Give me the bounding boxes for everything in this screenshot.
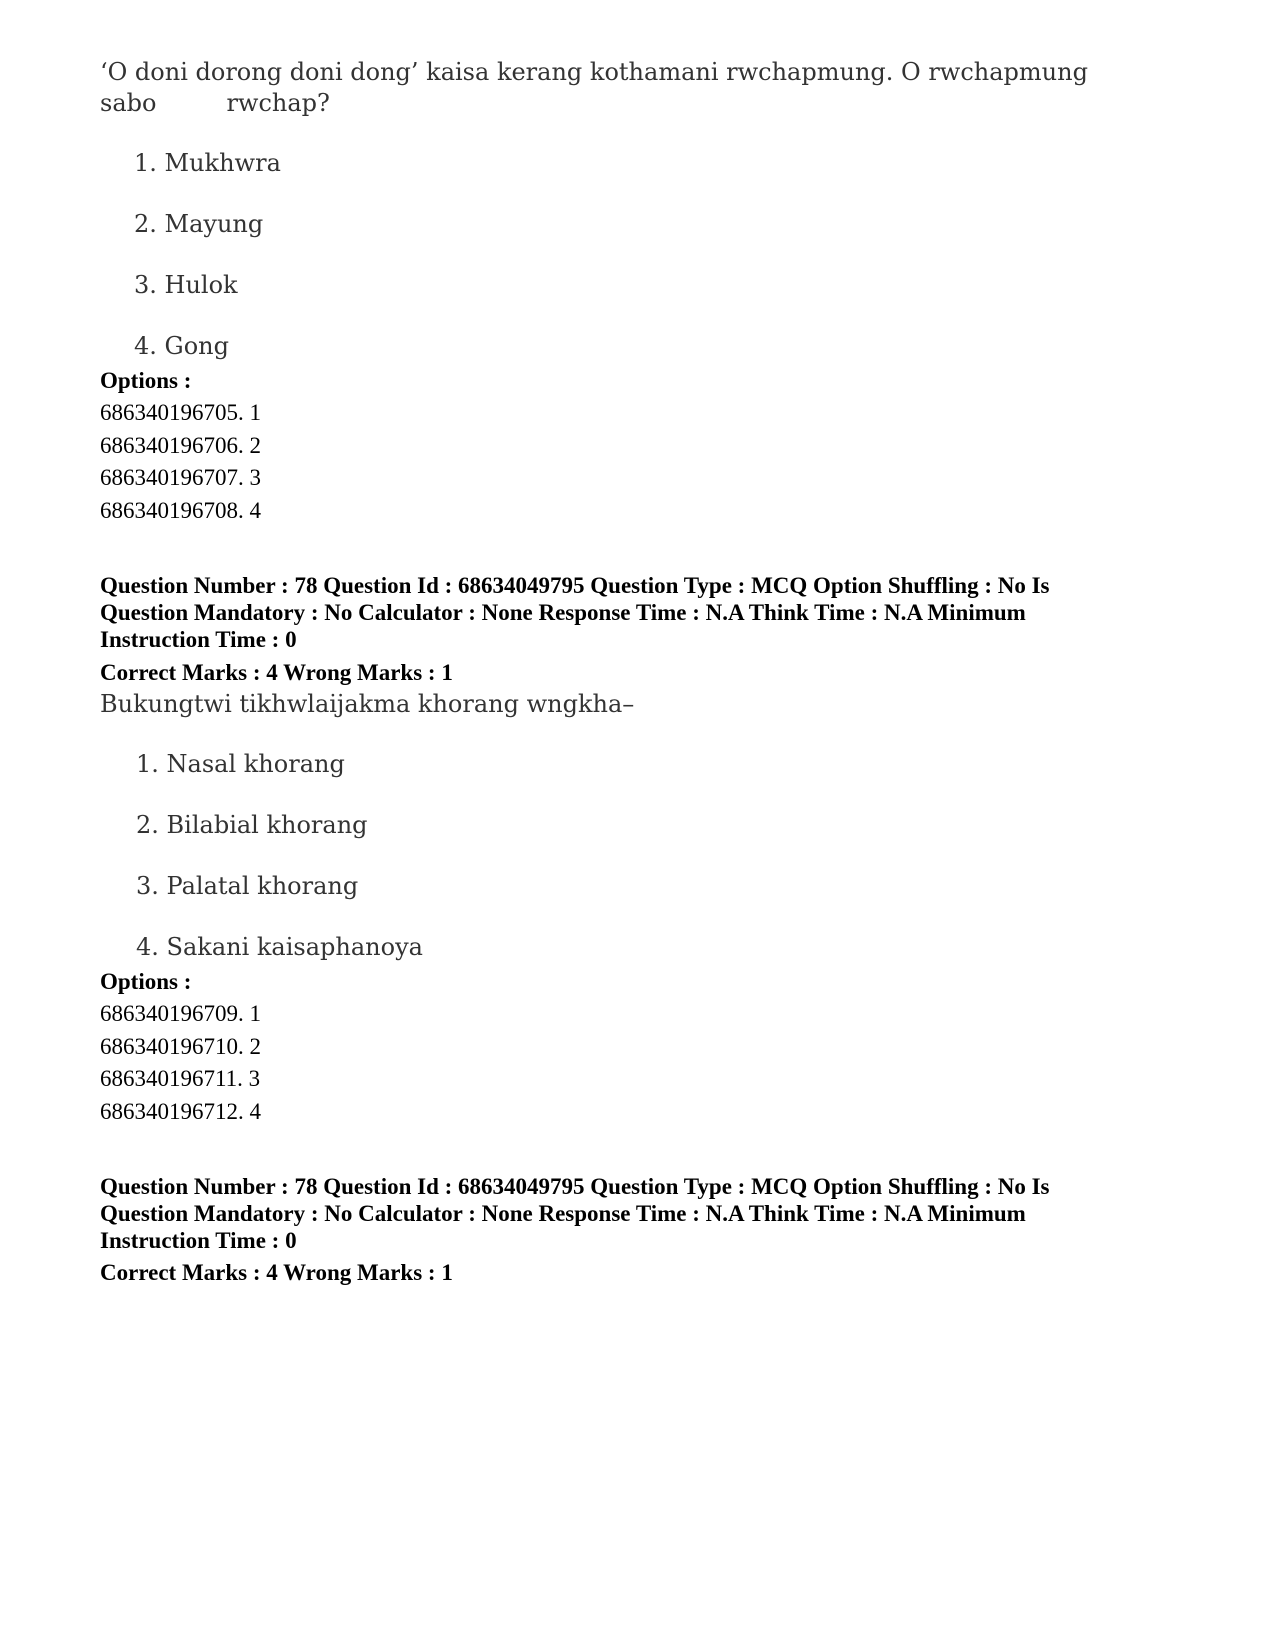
choice-item: 2. Mayung — [134, 210, 264, 238]
option-code: 686340196709. 1 — [100, 1001, 261, 1026]
question-meta-line-3: Instruction Time : 0 — [100, 627, 297, 652]
question-stem: Bukungtwi tikhwlaijakma khorang wngkha– — [100, 690, 635, 718]
question-meta-line-3: Instruction Time : 0 — [100, 1228, 297, 1253]
option-code: 686340196707. 3 — [100, 465, 261, 490]
choice-item: 4. Sakani kaisaphanoya — [136, 933, 423, 961]
question-stem-line-1: ‘O doni dorong doni dong’ kaisa kerang kothamani rwchapmung. O rwchapmung — [100, 58, 1088, 86]
option-code: 686340196708. 4 — [100, 498, 261, 523]
stem-word-sabo: sabo — [100, 89, 157, 117]
option-code: 686340196710. 2 — [100, 1034, 261, 1059]
choice-item: 1. Mukhwra — [134, 149, 281, 177]
option-code: 686340196706. 2 — [100, 433, 261, 458]
option-code: 686340196711. 3 — [100, 1066, 261, 1091]
choice-item: 2. Bilabial khorang — [136, 811, 368, 839]
question-meta-line-2: Question Mandatory : No Calculator : None Response Time : N.A Think Time : N.A Minimum — [100, 600, 1026, 625]
choice-item: 1. Nasal khorang — [136, 750, 345, 778]
options-heading: Options : — [100, 969, 192, 994]
option-code: 686340196705. 1 — [100, 400, 261, 425]
marks-line: Correct Marks : 4 Wrong Marks : 1 — [100, 660, 453, 685]
marks-line: Correct Marks : 4 Wrong Marks : 1 — [100, 1260, 453, 1285]
options-heading: Options : — [100, 368, 192, 393]
question-meta-line-1: Question Number : 78 Question Id : 68634049795 Question Type : MCQ Option Shuffling : No Is — [100, 573, 1050, 598]
question-meta-line-1: Question Number : 78 Question Id : 68634049795 Question Type : MCQ Option Shuffling : No Is — [100, 1174, 1050, 1199]
choice-item: 3. Palatal khorang — [136, 872, 359, 900]
stem-word-rwchap: rwchap? — [226, 89, 330, 117]
choice-item: 4. Gong — [134, 332, 229, 360]
question-meta-line-2: Question Mandatory : No Calculator : None Response Time : N.A Think Time : N.A Minimum — [100, 1201, 1026, 1226]
option-code: 686340196712. 4 — [100, 1099, 261, 1124]
choice-item: 3. Hulok — [134, 271, 238, 299]
question-stem-line-2 — [100, 89, 330, 117]
